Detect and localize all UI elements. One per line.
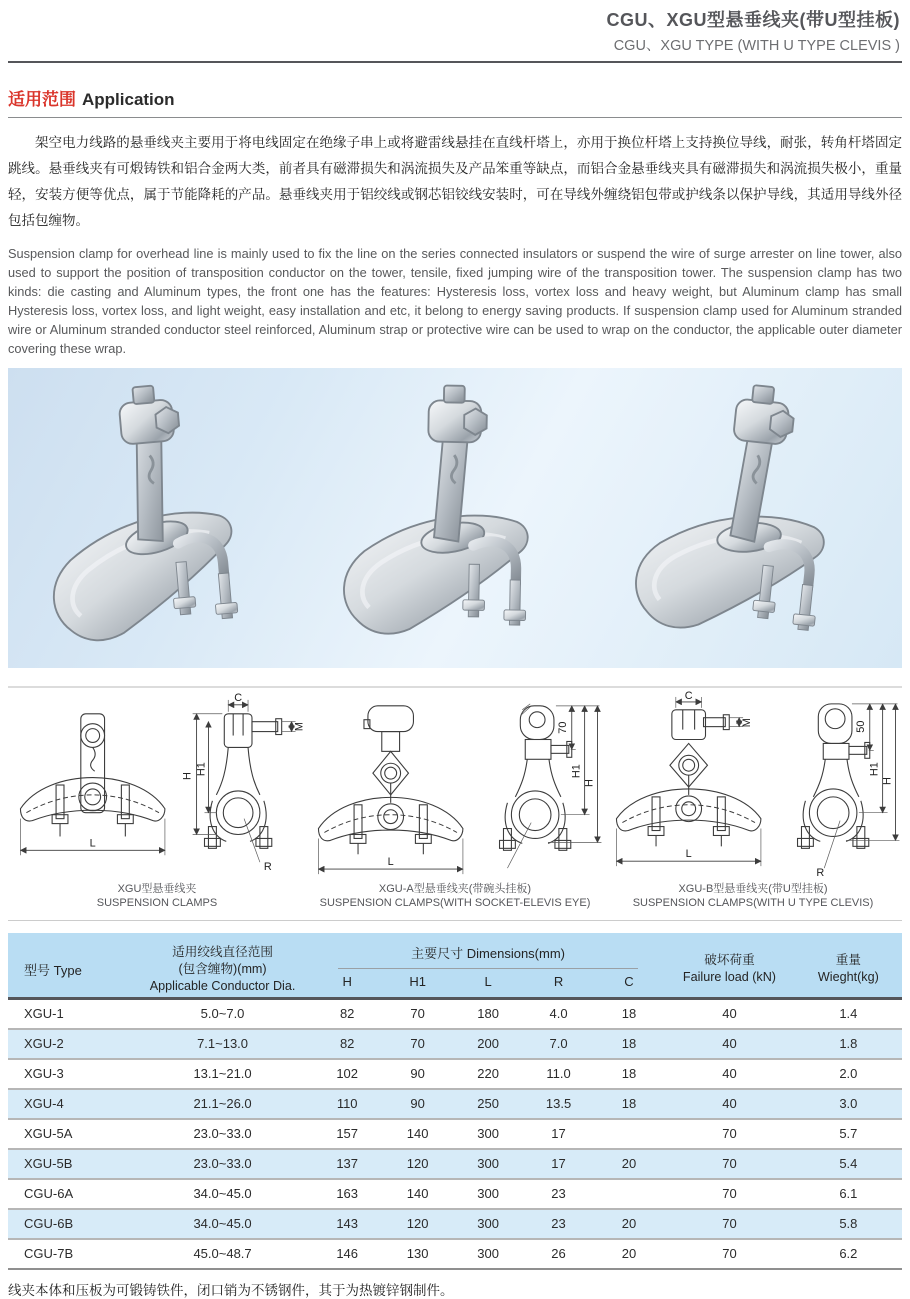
cell-dia: 21.1~26.0 [193, 1096, 252, 1111]
cell-h1: 70 [410, 1006, 425, 1022]
cell-weight: 1.8 [839, 1036, 858, 1051]
drawing-xgu [8, 692, 306, 880]
col-header-r: R [523, 969, 593, 999]
cell-r: 17 [551, 1156, 566, 1171]
cell-r: 23 [551, 1186, 566, 1201]
cell-dia: 13.1~21.0 [193, 1066, 252, 1081]
cell-load: 40 [722, 1006, 737, 1022]
dim-label-h: H [583, 779, 596, 787]
col-header-weight [795, 933, 902, 999]
conductor-dia-zh: 适用绞线直径范围 [172, 944, 273, 959]
cell-h: 110 [336, 1096, 358, 1111]
technical-drawings [8, 689, 902, 910]
application-paragraph-en: Suspension clamp for overhead line is mainly used to fix the line on the series connected insulators or suspend the wire of surge arrester on line tower, also used to support the position of transposition conductor on the tower, tensile, fixed jumping wire of the transposition tower. The suspension clamp has two kinds: die casting and Aluminum types, the front one has the features: Hysteresis loss, vortex loss and heavy weight, but Aluminum clamp has small Hysteresis loss, vortex loss, and light weight, easy installation and etc, it belong to energy saving products. If suspension clamp used for Aluminum stranded wire or Aluminum stranded conductor steel reinforced, Aluminum strap or protective wire can be used to wrap on the conductor, the applicable outer diameter covering these wrap. [8, 246, 902, 356]
cell-l: 300 [477, 1186, 499, 1201]
cell-dia: 23.0~33.0 [193, 1156, 252, 1171]
conductor-dia-en: Applicable Conductor Dia. [149, 978, 296, 993]
drawing-caption-en: SUSPENSION CLAMPS [96, 897, 218, 909]
cell-c: 18 [621, 1006, 637, 1022]
table-row [8, 999, 902, 1029]
cell-c: 20 [621, 1156, 637, 1171]
table-row [8, 1209, 902, 1239]
cell-dia: 45.0~48.7 [193, 1246, 252, 1261]
cell-load: 70 [722, 1186, 737, 1201]
cell-l: 300 [477, 1156, 499, 1171]
application-paragraph-zh: 架空电力线路的悬垂线夹主要用于将电线固定在绝缘子串上或将避雷线悬挂在直线杆塔上，亦用于换位杆塔上支持换位导线，耐张，转角杆塔固定跳线。悬垂线夹有可煅铸铁和铝合金两大类，前者具有磁滞损失和涡流损失及产品笨重等缺点，而铝合金悬垂线夹具有磁滞损失和涡流损失极小，重量轻，安装方便等优点，属于节能降耗的产品。悬垂线夹用于铝绞线或钢芯铝铰线安装时，可在导线外缠绕铝包带或护线条以保护导线，其适用导线外径包括包缠物。 [8, 135, 902, 228]
cell-weight: 1.4 [839, 1006, 858, 1022]
cell-h: 163 [336, 1186, 359, 1201]
cell-c: 20 [621, 1246, 637, 1261]
cell-r: 13.5 [545, 1096, 572, 1111]
cell-type: XGU-5A [24, 1126, 73, 1141]
cell-type: XGU-1 [24, 1006, 64, 1022]
drawing-caption-zh: XGU-A型悬垂线夹(带碗头挂板) [378, 883, 532, 895]
cell-c: 18 [621, 1096, 637, 1111]
dim-label-h1: H1 [868, 762, 881, 777]
section-divider [8, 117, 902, 118]
section-heading-zh: 适用范围 [8, 90, 76, 109]
cell-h: 82 [339, 1036, 355, 1051]
drawing-group-xgu [8, 692, 306, 910]
cell-type: CGU-6B [24, 1216, 74, 1231]
table-row [8, 1089, 902, 1119]
cell-load: 40 [722, 1096, 737, 1111]
weight-zh: 重量 [835, 953, 861, 967]
cell-c: 18 [621, 1066, 637, 1081]
dim-label-h1: H1 [195, 762, 208, 777]
cell-dia: 34.0~45.0 [193, 1216, 252, 1231]
col-header-dimensions-group: 主要尺寸 Dimensions(mm) [312, 933, 664, 969]
cell-type: XGU-2 [24, 1036, 64, 1051]
cell-r: 23 [551, 1216, 566, 1231]
cell-c [594, 1179, 664, 1209]
page-title-zh: CGU、XGU型悬垂线夹(带U型挂板) [606, 10, 900, 30]
cell-h1: 130 [406, 1246, 429, 1261]
cell-h1: 120 [406, 1156, 429, 1171]
cell-h: 157 [336, 1126, 359, 1141]
dim-label-m: M [741, 718, 754, 728]
col-header-c: C [594, 969, 664, 999]
col-header-conductor-dia [133, 933, 312, 999]
cell-c [594, 1119, 664, 1149]
cell-dia: 34.0~45.0 [193, 1186, 252, 1201]
cell-l: 250 [477, 1096, 499, 1111]
cell-load: 70 [722, 1126, 737, 1141]
cell-dia: 7.1~13.0 [197, 1036, 249, 1051]
drawing-xgu-a [306, 692, 604, 880]
cell-r: 7.0 [549, 1036, 568, 1051]
drawing-caption-zh: XGU-B型悬垂线夹(带U型挂板) [678, 883, 828, 895]
cell-h: 146 [336, 1246, 359, 1261]
dim-label-h: H [881, 777, 894, 785]
col-header-h: H [312, 969, 382, 999]
drawings-divider [8, 920, 902, 921]
drawing-caption-zh: XGU型悬垂线夹 [117, 883, 197, 895]
dim-label-h: H [181, 772, 194, 781]
cell-h: 82 [339, 1006, 355, 1022]
cell-weight: 3.0 [839, 1096, 858, 1111]
product-photo-3 [628, 382, 878, 654]
dim-label-c: C [234, 691, 243, 704]
cell-r: 26 [551, 1246, 566, 1261]
cell-r: 11.0 [546, 1066, 571, 1081]
cell-r: 4.0 [549, 1006, 568, 1022]
spec-table-head [8, 933, 902, 999]
drawing-caption-en: SUSPENSION CLAMPS(WITH SOCKET-ELEVIS EYE) [319, 897, 591, 909]
cell-load: 70 [722, 1246, 737, 1261]
page-title-en: CGU、XGU TYPE (WITH U TYPE CLEVIS ) [613, 38, 900, 54]
dim-label-c: C [684, 689, 693, 702]
cell-load: 70 [722, 1216, 737, 1231]
cell-weight: 2.0 [839, 1066, 858, 1081]
cell-type: XGU-4 [24, 1096, 64, 1111]
cell-weight: 5.7 [839, 1126, 858, 1141]
header-divider [8, 61, 902, 63]
page-header [8, 6, 902, 55]
failure-load-en: Failure load (kN) [682, 970, 777, 984]
failure-load-zh: 破坏荷重 [704, 953, 755, 967]
dim-label-50: 50 [854, 720, 867, 733]
section-heading-en: Application [82, 90, 175, 109]
dim-label-r: R [263, 861, 272, 874]
section-heading [8, 85, 902, 110]
cell-l: 220 [477, 1066, 499, 1081]
spec-table [8, 933, 902, 1270]
cell-h1: 70 [410, 1036, 425, 1051]
dim-label-h1: H1 [570, 764, 583, 779]
cell-dia: 5.0~7.0 [200, 1006, 245, 1022]
photo-band-divider [8, 686, 902, 688]
table-row [8, 1149, 902, 1179]
cell-h1: 120 [406, 1216, 429, 1231]
cell-l: 300 [477, 1246, 499, 1261]
drawing-xgu-b [604, 689, 902, 880]
product-photo-2 [330, 382, 580, 654]
cell-l: 200 [477, 1036, 499, 1051]
product-photo-band [8, 368, 902, 668]
cell-weight: 5.8 [839, 1216, 858, 1231]
cell-type: CGU-7B [24, 1246, 74, 1261]
weight-en: Wieght(kg) [817, 970, 879, 984]
cell-l: 180 [477, 1006, 499, 1022]
cell-dia: 23.0~33.0 [193, 1126, 252, 1141]
col-header-failure-load [664, 933, 795, 999]
cell-h: 143 [336, 1216, 359, 1231]
table-row [8, 1179, 902, 1209]
spec-table-body [8, 999, 902, 1269]
cell-load: 70 [722, 1156, 737, 1171]
col-header-h1: H1 [382, 969, 452, 999]
table-row [8, 1119, 902, 1149]
cell-type: XGU-3 [24, 1066, 64, 1081]
cell-l: 300 [477, 1126, 499, 1141]
drawing-group-xgu-a [306, 692, 604, 910]
dim-label-l: L [387, 856, 394, 869]
col-header-l: L [453, 969, 523, 999]
cell-l: 300 [477, 1216, 499, 1231]
dim-label-l: L [89, 837, 96, 850]
dim-label-r: R [816, 867, 825, 880]
dim-label-l: L [685, 848, 692, 861]
cell-h: 102 [336, 1066, 359, 1081]
cell-h1: 90 [410, 1066, 425, 1081]
cell-weight: 6.2 [839, 1246, 858, 1261]
cell-type: CGU-6A [24, 1186, 74, 1201]
conductor-dia-note: (包含缠物)(mm) [178, 961, 267, 976]
drawing-caption-en: SUSPENSION CLAMPS(WITH U TYPE CLEVIS) [632, 897, 874, 909]
cell-c: 20 [621, 1216, 637, 1231]
col-header-type: 型号 Type [8, 933, 133, 999]
cell-h1: 140 [406, 1126, 429, 1141]
cell-weight: 5.4 [839, 1156, 858, 1171]
cell-weight: 6.1 [839, 1186, 858, 1201]
table-row [8, 1029, 902, 1059]
material-note: 线夹本体和压板为可锻铸铁件，闭口销为不锈钢件，其于为热镀锌钢制件。 [8, 1282, 454, 1298]
dim-label-70: 70 [556, 721, 569, 734]
drawing-group-xgu-b [604, 689, 902, 910]
cell-h1: 140 [406, 1186, 429, 1201]
cell-r: 17 [551, 1126, 566, 1141]
cell-c: 18 [621, 1036, 637, 1051]
table-row [8, 1239, 902, 1269]
dim-label-m: M [293, 722, 306, 732]
cell-load: 40 [722, 1066, 737, 1081]
cell-h1: 90 [410, 1096, 425, 1111]
table-row [8, 1059, 902, 1089]
product-photo-1 [32, 382, 282, 654]
cell-h: 137 [336, 1156, 359, 1171]
cell-type: XGU-5B [24, 1156, 73, 1171]
cell-load: 40 [722, 1036, 737, 1051]
